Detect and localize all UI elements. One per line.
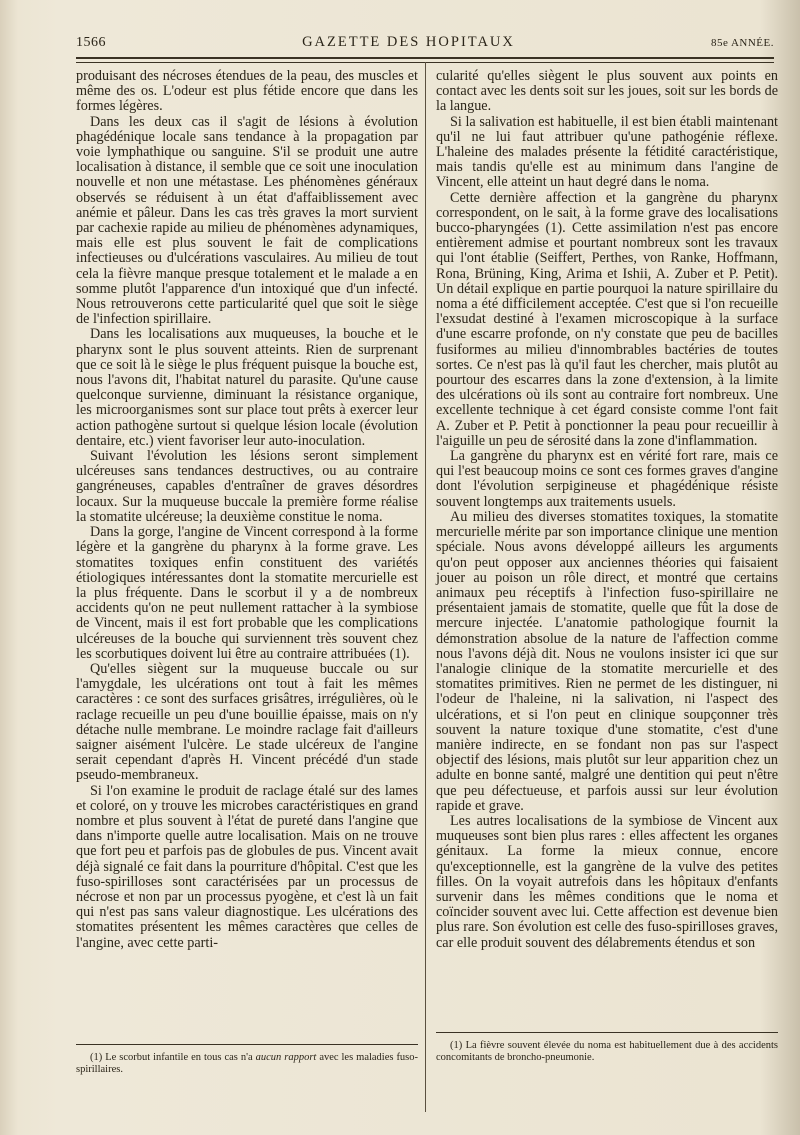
left-column [76, 69, 418, 951]
column-divider [425, 62, 426, 1112]
paragraph: Si la salivation est habituelle, il est bien établi maintenant qu'il ne lui faut attribuer qu'une pathogénie réflexe. L'haleine des malades présente la fétidité caractéristique, mais tandis qu'elle est au minimum dans l'angine de Vincent, elle atteint un haut degré dans le noma. [436, 113, 778, 191]
paragraph: Qu'elles siègent sur la muqueuse buccale ou sur l'amygdale, les ulcérations ont tout à fait les mêmes caractères : ce sont des surfaces grisâtres, irrégulières, où le raclage recueille un peu d'une bouillie épaisse, mais on n'y détache nulle membrane. Le moindre raclage fait d'ailleurs saigner aisément l'ulcère. Le stade ulcéreux de l'angine serait cependant d'après H. Vincent précédé d'un stade pseudo-membraneux. [76, 660, 418, 784]
paragraph: Cette dernière affection et la gangrène du pharynx correspondent, on le sait, à la forme grave des localisations bucco-pharyngées (1). Cette assimilation n'est pas encore entièrement admise et pourtant nombreux sont les travaux qui l'ont établie (Seiffert, Perthes, von Ranke, Hoffmann, Rona, Brüning, King, Arima et Ishii, A. Zuber et P. Petit). Un détail explique en partie pourquoi la nature spirillaire du noma a été difficilement acceptée. C'est que si l'on recueille l'exsudat destiné à l'examen microscopique à la surface d'une escarre profonde, on n'y constate que peu de bacilles fusiformes au milieu d'innombrables bactéries de toutes sortes. Ce n'est pas là qu'il faut les chercher, mais plutôt au pourtour des escarres dans la zone d'extension, à la limite des ulcérations où ils sont au contraire fort nombreux. Une excellente technique à cet égard consiste comme l'ont fait A. Zuber et P. Petit à ponctionner la peau pour recueillir à l'aiguille un peu de sérosité dans la zone d'inflammation. [436, 189, 778, 449]
footnote-left-emphasis: aucun rapport [255, 1052, 317, 1063]
paragraph: Suivant l'évolution les lésions seront simplement ulcéreuses sans tendances destructives, ou au contraire gangréneuses, capables d'entraîner de graves désordres locaux. Sur la muqueuse buccale la première forme réalise la stomatite ulcéreuse; la deuxième constitue le noma. [76, 448, 418, 525]
paragraph: Les autres localisations de la symbiose de Vincent aux muqueuses sont bien plus rares : elles affectent les organes génitaux. La forme la mieux connue, encore qu'exceptionnelle, est la gangrène de la vulve des petites filles. On la voyait autrefois dans les hôpitaux d'enfants survenir dans les mêmes conditions que le noma et coïncider souvent avec lui. Cette affection est devenue bien plus rare. Son évolution est celle des fuso-spirilloses graves, car elle produit souvent des délabrements étendus et son [436, 812, 779, 951]
paragraph: Dans les deux cas il s'agit de lésions à évolution phagédénique locale sans tendance à la propagation par voie lymphathique ou sanguine. S'il se produit une autre localisation à distance, il semble que ce soit une inoculation nouvelle et non une métastase. Les phénomènes généraux observés se réduisent à un état d'affaiblissement avec anémie et pâleur. Dans les cas très graves la mort survient par cachexie rapide au milieu de phénomènes adynamiques, mais elle est plus souvent le fait de complications infectieuses ou d'ulcérations vasculaires. Au milieu de tout cela la fièvre manque presque totalement et le malade a en somme plutôt l'apparence d'un intoxiqué que d'un infecté. Nous retrouverons cette particularité quel que soit le siège de l'infection spirillaire. [76, 113, 418, 328]
page-header [76, 34, 774, 54]
footnote-right-text: (1) La fièvre souvent élevée du noma est habituellement due à des accidents concomitants de broncho-pneumonie. [436, 1040, 778, 1063]
right-column [436, 69, 778, 951]
paragraph: cularité qu'elles siègent le plus souvent aux points en contact avec les dents soit sur les joues, soit sur les bords de la langue. [436, 68, 778, 115]
footnote-rule-right [436, 1032, 778, 1033]
footnote-left-text-end: avec les maladies fuso-spirillaires. [76, 1052, 419, 1075]
paragraph: Dans les localisations aux muqueuses, la bouche et le pharynx sont le plus souvent atteints. Rien de surprenant que ce soit là le siège le plus fréquent puisque la bouche est, nous l'avons dit, l'habitat naturel du parasite. Qu'une cause quelconque survienne, diminuant la résistance organique, les microorganismes sont sur place tout prêts à exercer leur action pathogène surtout si quelque lésion locale (évolution dentaire, etc.) vient favoriser leur auto-inoculation. [76, 326, 418, 449]
footnote-rule-left [76, 1044, 418, 1045]
journal-title: GAZETTE DES HOPITAUX [302, 34, 515, 50]
paragraph: produisant des nécroses étendues de la peau, des muscles et même des os. L'odeur est plus fétide encore que dans les formes légères. [76, 68, 418, 115]
footnote-left-text: (1) Le scorbut infantile en tous cas n'a [90, 1052, 256, 1063]
paragraph: Au milieu des diverses stomatites toxiques, la stomatite mercurielle mérite par son importance clinique une mention spéciale. Nous avons développé ailleurs les arguments qu'on peut opposer aux anciennes théories qui faisaient jouer au poison un rôle direct, et montré que certains animaux peu réceptifs à l'infection fuso-spirillaire ne présentaient jamais de stomatite, quelle que fût la dose de mercure injectée. L'anatomie pathologique fournit la démonstration absolue de la nature de l'affection comme nous l'avons déjà dit. Nous ne voulons insister ici que sur l'analogie clinique de la stomatite mercurielle et des stomatites primitives. Rien ne permet de les distinguer, ni l'odeur de l'haleine, ni la salivation, ni l'aspect des ulcérations, et si l'on peut en clinique soupçonner très souvent la nature toxique d'une stomatite, c'est d'une manière indirecte, en se fondant non pas sur l'aspect objectif des lésions, mais plutôt sur leur apparition chez un adulte en bonne santé, malgré une dentition qui peut n'être que peu défectueuse, et parfois aussi sur leur évolution rapide et grave. [436, 508, 778, 814]
footnote-right [436, 1040, 778, 1064]
footnote-left [76, 1052, 418, 1076]
year-label: 85e ANNÉE. [710, 37, 774, 49]
paragraph: Dans la gorge, l'angine de Vincent correspond à la forme légère et la gangrène du pharynx à la forme grave. Les stomatites toxiques enfin constituent des variétés étiologiques intéressantes dont la stomatite mercurielle est la plus fréquente. Dans le scorbut il y a de nombreux accidents qu'on ne peut nullement rattacher à la symbiose de Vincent, mais il est fort probable que les complications ulcéreuses de la bouche qui surviennent très souvent chez les scorbutiques doivent lui être au contraire attribuées (1). [76, 524, 418, 662]
page-number: 1566 [76, 35, 106, 50]
paragraph: La gangrène du pharynx est en vérité fort rare, mais ce qui l'est beaucoup moins ce sont ces formes graves d'angine dont l'évolution serpigineuse et phagédénique résiste souvent longtemps aux traitements usuels. [436, 448, 778, 510]
paragraph: Si l'on examine le produit de raclage étalé sur des lames et coloré, on y trouve les microbes caractéristiques en grand nombre et plus souvent à l'état de pureté dans l'angine que dans n'importe quelle autre localisation. Mais on ne trouve que fort peu et parfois pas de globules de pus. Vincent avait déjà signalé ce fait dans la pourriture d'hôpital. C'est que les fuso-spirilloses sont caractérisées par un processus de nécrose et non par un processus pyogène, et c'est là un fait qui n'est pas sans valeur diagnostique. Les ulcérations des stomatites présentent les mêmes caractères que celles de l'angine, avec cette parti- [76, 782, 418, 951]
